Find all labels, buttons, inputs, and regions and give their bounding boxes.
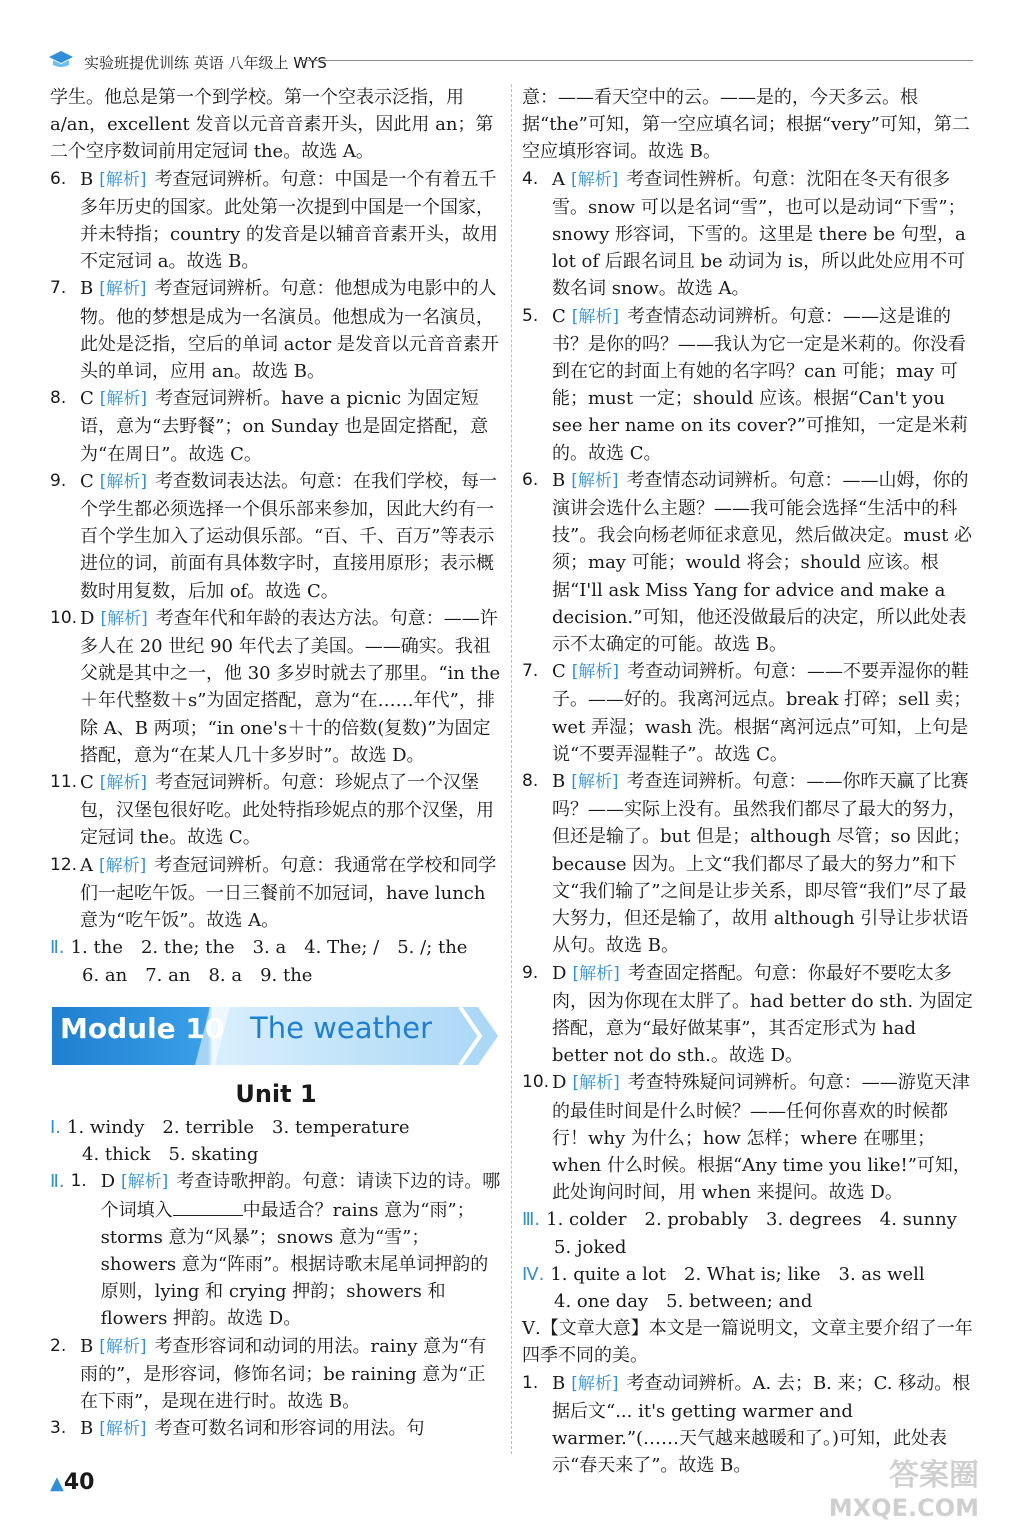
section-label: Ⅱ. — [50, 1171, 65, 1193]
section-line — [522, 1206, 974, 1233]
header-title: 实验班提优训练 英语 八年级上 WYS — [84, 54, 327, 72]
section-line — [50, 1114, 502, 1141]
item-number: 2. — [50, 1335, 67, 1356]
item-body — [552, 960, 974, 1070]
item-text: 考查诗歌押韵。句意：请读下边的诗。哪个词填入 — [100, 1171, 501, 1221]
item-text: 考查年代和年龄的表达方法。句意：——许多人在 20 世纪 90 年代去了美国。——确实。我祖父就是其中之一，他 30 多岁时就去了那里。“in the＋年代整数＋s”为固定搭配，意为“在……年代”，排除 A、B 两项；“in one's＋十的倍数(复数)”为固定搭配，意为“在某人几十多岁时”。故选 D。 — [80, 607, 501, 766]
analysis-tag: [ 解析 ] — [570, 659, 621, 686]
section-label: Ⅲ. — [522, 1209, 541, 1231]
analysis-tag: [ 解析 ] — [569, 1371, 620, 1398]
left-answers-bottom — [50, 1114, 502, 1443]
item-body — [80, 166, 502, 276]
answer-letter: B — [80, 1335, 94, 1357]
answer-item — [50, 852, 502, 935]
answer-item — [522, 166, 974, 303]
item-text: 考查词性辨析。句意：沈阳在冬天有很多雪。snow 可以是名词“雪”，也可以是动词“下雪”；snowy 形容词，下雪的。这里是 there be 句型，a lot of 后跟名词且 be 动词为 is，所以此处应用不可数名词 snow。故选 A。 — [552, 168, 966, 300]
answer-item — [50, 1333, 502, 1416]
item-body — [552, 658, 974, 768]
answer-letter: B — [80, 1418, 94, 1440]
section-answers: 6. an 7. an 8. a 9. the — [82, 964, 313, 986]
answer-item — [522, 467, 974, 658]
section-line — [522, 1234, 974, 1261]
paragraph: Ⅴ.【文章大意】本文是一篇说明文，文章主要介绍了一年四季不同的美。 — [522, 1318, 973, 1367]
analysis-tag: [ 解析 ] — [570, 304, 621, 331]
answer-letter: B — [80, 278, 94, 300]
item-number: 7. — [522, 661, 539, 682]
item-number: 10. — [50, 607, 78, 628]
answer-letter: D — [80, 607, 95, 629]
item-text: 考查特殊疑问词辨析。句意：——游览天津的最佳时间是什么时候？——任何你喜欢的时候都行！why 为什么；how 怎样；where 在哪里；when 什么时候。根据“Any time you like!”可知，此处询问时间，用 when 来提问。故选 D。 — [552, 1072, 971, 1204]
item-text: 考查数词表达法。句意：在我们学校，每一个学生都必须选择一个俱乐部来参加，因此大约有一百个学生加入了运动俱乐部。“百、千、百万”等表示进位的词，前面有具体数字时，直接用原形；表示概数时用复数，后加 of。故选 C。 — [80, 470, 498, 602]
analysis-tag: [ 解析 ] — [97, 1416, 148, 1443]
section-answers: 1. windy 2. terrible 3. temperature — [67, 1116, 410, 1138]
answer-item — [522, 1069, 974, 1206]
answer-item — [522, 768, 974, 959]
section-line — [50, 934, 502, 961]
answer-letter: D — [552, 1072, 567, 1094]
answer-letter: B — [80, 168, 94, 190]
section-label: Ⅰ. — [50, 1116, 62, 1138]
section-line — [50, 1141, 502, 1168]
answer-item — [50, 468, 502, 605]
answer-item — [522, 960, 974, 1070]
item-number: 1. — [70, 1171, 87, 1192]
item-text: 考查形容词和动词的用法。rainy 意为“有雨的”，是形容词，修饰名词；be raining 意为“正在下雨”，是现在进行时。故选 B。 — [80, 1335, 487, 1412]
answer-letter: B — [552, 469, 566, 491]
page-header — [0, 0, 1023, 78]
item-text: 考查冠词辨析。句意：中国是一个有着五千多年历史的国家。此处第一次提到中国是一个国家，并未特指；country 的发音是以辅音音素开头，故用不定冠词 a。故选 B。 — [80, 168, 498, 273]
item-text: 考查冠词辨析。句意：我通常在学校和同学们一起吃午饭。一日三餐前不加冠词，have lunch 意为“吃午饭”。故选 A。 — [80, 854, 497, 932]
paragraph: 意：——看天空中的云。——是的，今天多云。根据“the”可知，第一空应填名词；根据“very”可知，第二空应填形容词。故选 B。 — [522, 87, 970, 163]
module-banner — [50, 999, 502, 1073]
module-title: The weather — [250, 1010, 433, 1045]
item-body — [80, 1333, 502, 1416]
section-answers: 4. thick 5. skating — [82, 1144, 259, 1166]
left-column — [50, 84, 502, 1443]
item-number: 10. — [522, 1072, 550, 1093]
watermark-line1: 答案圈 — [889, 1458, 979, 1493]
analysis-tag: [ 解析 ] — [97, 853, 148, 880]
section-line — [522, 1261, 974, 1288]
analysis-tag: [ 解析 ] — [97, 276, 148, 303]
item-body — [552, 1069, 974, 1206]
analysis-tag: [ 解析 ] — [98, 469, 149, 496]
section-answers: 1. colder 2. probably 3. degrees 4. sunny — [546, 1209, 957, 1231]
analysis-tag: [ 解析 ] — [97, 1334, 148, 1361]
item-body — [80, 385, 502, 468]
answer-letter: B — [552, 1372, 566, 1394]
item-number: 9. — [50, 470, 67, 491]
item-body — [80, 1415, 502, 1443]
page-number-text: 40 — [63, 1470, 95, 1495]
answer-item — [50, 1415, 502, 1443]
answer-letter: C — [80, 470, 94, 492]
analysis-tag: [ 解析 ] — [119, 1169, 170, 1196]
answer-item — [50, 385, 502, 468]
answer-letter: B — [552, 771, 566, 793]
watermark-line2: MXQE.COM — [828, 1494, 979, 1522]
answer-letter: D — [100, 1171, 116, 1193]
item-body — [552, 166, 974, 303]
item-body — [101, 1168, 502, 1332]
answer-item — [522, 658, 974, 768]
item-text: 考查情态动词辨析。句意：——这是谁的书？是你的吗？——我认为它一定是米莉的。你没看到在它的封面上有她的名字吗？can 可能；may 可能；must 一定；should 应该。根据“Can't you see her name on its cover?”可推知，一定是米莉的。故选 C。 — [552, 305, 968, 464]
paragraph: 学生。他总是第一个到学校。第一个空表示泛指，用 a/an，excellent 发音以元音音素开头，因此用 an；第二个空序数词前用定冠词 the。故选 A。 — [50, 87, 494, 163]
analysis-tag: [ 解析 ] — [98, 770, 149, 797]
answer-letter: A — [552, 168, 565, 190]
header-rule — [300, 60, 973, 61]
item-text: 考查情态动词辨析。句意：——山姆，你的演讲会选什么主题？——我可能会选择“生活中的科技”。我会向杨老师征求意见，然后做决定。must 必须；may 可能；would 将会；should 应该。根据“I'll ask Miss Yang for advice and make a decision.”可知，他还没做最后的决定，所以此处表示不太确定的可能。故选 B。 — [552, 469, 973, 656]
answer-letter: C — [552, 661, 566, 683]
analysis-tag: [ 解析 ] — [569, 468, 620, 495]
answer-item — [50, 1168, 502, 1332]
right-answers — [522, 84, 974, 1479]
item-text: 考查可数名词和形容词的用法。句 — [154, 1418, 425, 1440]
section-answers: 5. joked — [554, 1236, 627, 1258]
item-body — [552, 768, 974, 959]
page-number — [50, 1470, 94, 1495]
item-number: 9. — [522, 962, 539, 983]
analysis-tag: [ 解析 ] — [569, 167, 620, 194]
item-number: 1. — [522, 1372, 539, 1393]
left-answers-top — [50, 84, 502, 989]
answer-letter: C — [80, 388, 94, 410]
item-number: 8. — [50, 388, 67, 409]
item-text: 考查冠词辨析。句意：珍妮点了一个汉堡包，汉堡包很好吃。此处特指珍妮点的那个汉堡，用定冠词 the。故选 C。 — [80, 772, 494, 849]
section-label: Ⅱ. — [50, 937, 65, 959]
item-text: 考查连词辨析。句意：——你昨天赢了比赛吗？——实际上没有。虽然我们都尽了最大的努力，但还是输了。but 但是；although 尽管；so 因此；because 因为。上文“我们都尽了最大的努力”和下文“我们输了”之间是让步关系，即尽管“我们”尽了最大努力，但还是输了，故用 although 引导让步状语从句。故选 B。 — [552, 771, 971, 957]
module-label: Module 10 — [60, 1011, 225, 1045]
item-text: 考查冠词辨析。句意：他想成为电影中的人物。他的梦想是成为一名演员。他想成为一名演员，此处是泛指，空后的单词 actor 是发音以元音音素开头的单词，应用 an。故选 B。 — [80, 278, 499, 383]
item-body — [80, 769, 502, 852]
fill-blank — [173, 1197, 243, 1216]
item-text: 考查动词辨析。句意：——不要弄湿你的鞋子。——好的。我离河远点。break 打碎；sell 卖；wet 弄湿；wash 洗。根据“离河远点”可知，上句是说“不要弄湿鞋子”。故选 C。 — [552, 661, 972, 765]
section-line — [522, 1288, 974, 1315]
item-body — [80, 605, 502, 769]
item-number: 12. — [50, 854, 78, 875]
item-number: 7. — [50, 278, 67, 299]
item-text: 考查动词辨析。A. 去；B. 来；C. 移动。根据后文“... it's getting warmer and warmer.”(……天气越来越暖和了。)可知，此处表示“春天来了”。故选 B。 — [552, 1372, 971, 1477]
page-marker-icon: ▲ — [50, 1473, 64, 1494]
analysis-tag: [ 解析 ] — [97, 167, 148, 194]
section-answers: 4. one day 5. between; and — [554, 1290, 813, 1312]
item-number: 5. — [522, 305, 539, 326]
section-answers: 1. quite a lot 2. What is; like 3. as well — [550, 1263, 925, 1285]
answer-letter: A — [80, 854, 93, 876]
book-logo-icon — [48, 48, 74, 70]
item-body — [80, 468, 502, 605]
item-text: 考查固定搭配。句意：你最好不要吃太多肉，因为你现在太胖了。had better do sth. 为固定搭配，意为“最好做某事”，其否定形式为 had better not do sth.。故选 D。 — [552, 962, 973, 1067]
section-line — [50, 962, 502, 989]
column-divider — [511, 84, 512, 1454]
item-text: 考查冠词辨析。have a picnic 为固定短语，意为“去野餐”；on Sunday 也是固定搭配，意为“在周日”。故选 C。 — [80, 388, 489, 465]
section-label: Ⅳ. — [522, 1263, 545, 1285]
item-number: 11. — [50, 772, 78, 793]
answer-letter: C — [552, 305, 566, 327]
item-number: 8. — [522, 771, 539, 792]
unit-title: Unit 1 — [235, 1079, 317, 1108]
answer-item — [50, 605, 502, 769]
section-answers: 1. the 2. the; the 3. a 4. The; / 5. /; the — [70, 937, 468, 959]
watermark — [829, 1460, 979, 1524]
item-body — [552, 467, 974, 658]
item-body — [80, 275, 502, 385]
answer-letter: D — [552, 962, 567, 984]
item-number: 6. — [50, 168, 67, 189]
answer-letter: C — [80, 772, 94, 794]
item-body — [80, 852, 502, 935]
answer-item — [522, 303, 974, 467]
right-column — [522, 84, 974, 1479]
analysis-tag: [ 解析 ] — [98, 606, 149, 633]
answer-item — [50, 275, 502, 385]
analysis-tag: [ 解析 ] — [570, 961, 621, 988]
answer-item — [50, 769, 502, 852]
item-number: 4. — [522, 168, 539, 189]
analysis-tag: [ 解析 ] — [569, 769, 620, 796]
item-number: 3. — [50, 1418, 67, 1439]
answer-item — [50, 166, 502, 276]
analysis-tag: [ 解析 ] — [570, 1070, 621, 1097]
analysis-tag: [ 解析 ] — [98, 386, 149, 413]
item-text: 中最适合？rains 意为“雨”；storms 意为“风暴”；snows 意为“雪”；showers 意为“阵雨”。根据诗歌末尾单词押韵的原则，lying 和 crying 押韵；showers 和 flowers 押韵。故选 D。 — [100, 1199, 489, 1330]
item-body — [552, 303, 974, 467]
item-number: 6. — [522, 469, 539, 490]
